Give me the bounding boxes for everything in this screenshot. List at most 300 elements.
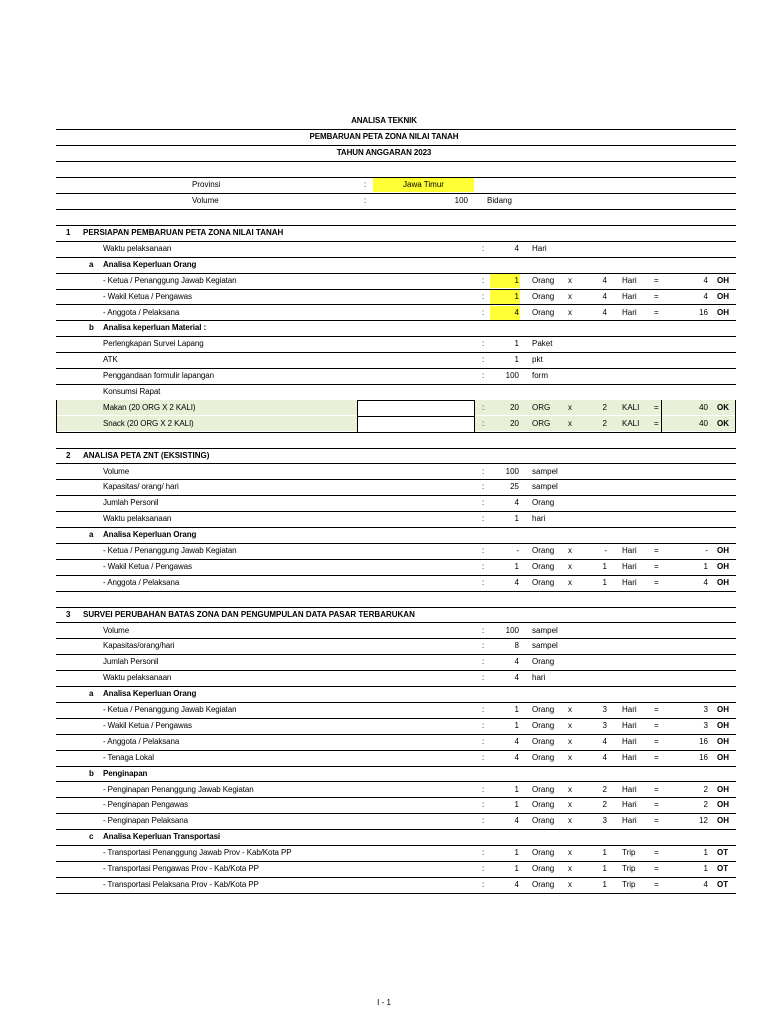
colon: :	[482, 371, 485, 381]
equals-sign: =	[654, 307, 659, 317]
divider	[56, 543, 736, 544]
qty: 20	[510, 402, 519, 412]
divider	[56, 845, 736, 846]
sub-letter: a	[89, 530, 94, 540]
unit2: Hari	[622, 736, 637, 746]
divider	[56, 766, 736, 767]
unit: form	[532, 371, 548, 381]
divider	[56, 877, 736, 878]
colon: :	[482, 498, 485, 508]
divider	[56, 352, 736, 353]
row-label: Kapasitas/ orang/ hari	[103, 482, 179, 492]
colon: :	[482, 514, 485, 524]
cell-border	[474, 400, 475, 416]
equals-sign: =	[654, 800, 659, 810]
divider	[56, 893, 736, 894]
colon: :	[482, 673, 485, 683]
section-title: SURVEI PERUBAHAN BATAS ZONA DAN PENGUMPULAN DATA PASAR TERBARUKAN	[83, 609, 415, 619]
unit2: Hari	[622, 275, 637, 285]
divider	[56, 591, 736, 592]
colon: :	[482, 307, 485, 317]
cell-border	[56, 416, 57, 432]
equals-sign: =	[654, 736, 659, 746]
divider	[56, 670, 736, 671]
qty2: 4	[602, 736, 607, 746]
colon: :	[482, 402, 485, 412]
colon: :	[482, 816, 485, 826]
divider	[56, 273, 736, 274]
unit2: Hari	[622, 291, 637, 301]
unit: Orang	[532, 752, 555, 762]
row-label: Perlengkapan Survei Lapang	[103, 339, 204, 349]
equals-sign: =	[654, 546, 659, 555]
qty2: 1	[602, 879, 607, 889]
row-label: - Penginapan Penanggung Jawab Kegiatan	[103, 784, 254, 794]
qty: 4	[514, 243, 519, 253]
result-unit: OH	[717, 705, 729, 714]
result-unit: OH	[717, 561, 729, 571]
section-title: ANALISA PETA ZNT (EKSISTING)	[83, 450, 210, 460]
divider	[56, 289, 736, 290]
result-unit: OT	[717, 848, 729, 858]
colon: :	[482, 418, 485, 428]
row-label: Volume	[103, 466, 130, 476]
provinsi-label: Provinsi	[192, 180, 221, 189]
row-label: Jumlah Personil	[103, 498, 159, 508]
colon: :	[482, 752, 485, 762]
unit2: Hari	[622, 546, 637, 555]
divider	[56, 257, 736, 258]
result: 2	[703, 800, 708, 810]
row-label: ATK	[103, 355, 118, 365]
row-label: Penginapan	[103, 768, 148, 778]
qty2: 2	[602, 800, 607, 810]
times-sign: x	[568, 816, 572, 826]
times-sign: x	[568, 879, 572, 889]
colon: :	[482, 641, 485, 651]
colon: :	[482, 625, 485, 635]
qty: 1	[514, 800, 519, 810]
row-label: - Penginapan Pelaksana	[103, 816, 188, 826]
colon: :	[482, 736, 485, 746]
row-label: Waktu pelaksanaan	[103, 673, 172, 683]
row-label: - Transportasi Pengawas Prov - Kab/Kota PP	[103, 864, 259, 873]
result: 16	[699, 307, 708, 317]
qty2: 1	[602, 848, 607, 858]
unit2: Hari	[622, 705, 637, 714]
unit: pkt	[532, 355, 543, 365]
row-label: - Wakil Ketua / Pengawas	[103, 720, 192, 730]
unit: Orang	[532, 705, 555, 714]
equals-sign: =	[654, 864, 659, 873]
row-label: - Anggota / Pelaksana	[103, 577, 180, 587]
result-unit: OK	[717, 418, 729, 428]
divider	[56, 463, 736, 464]
unit2: Trip	[622, 864, 636, 873]
qty2: 3	[602, 705, 607, 714]
row-label: Penggandaan formulir lapangan	[103, 371, 214, 381]
divider	[56, 432, 736, 433]
row-label: Snack (20 ORG X 2 KALI)	[103, 418, 194, 428]
unit2: Trip	[622, 848, 636, 858]
result: -	[705, 546, 708, 555]
result: 12	[699, 816, 708, 826]
equals-sign: =	[654, 418, 659, 428]
qty: 1	[514, 784, 519, 794]
cell-border	[735, 400, 736, 416]
row-label: - Penginapan Pengawas	[103, 800, 189, 810]
row-label: - Anggota / Pelaksana	[103, 307, 180, 317]
colon: :	[482, 705, 485, 714]
qty: 1	[514, 275, 519, 285]
unit2: Hari	[622, 561, 637, 571]
colon: :	[482, 577, 485, 587]
qty: 8	[514, 641, 519, 651]
result-unit: OT	[717, 864, 729, 873]
unit: Orang	[532, 546, 555, 555]
volume-value: 100	[454, 196, 468, 205]
qty: 100	[505, 371, 519, 381]
unit2: Hari	[622, 784, 637, 794]
row-label: - Ketua / Penanggung Jawab Kegiatan	[103, 275, 237, 285]
divider	[56, 368, 736, 369]
equals-sign: =	[654, 816, 659, 826]
result-unit: OH	[717, 784, 729, 794]
result: 4	[703, 291, 708, 301]
equals-sign: =	[654, 784, 659, 794]
row-label: Kapasitas/orang/hari	[103, 641, 175, 651]
colon: :	[482, 800, 485, 810]
unit: hari	[532, 514, 546, 524]
section-number: 1	[66, 228, 71, 237]
divider	[56, 559, 736, 560]
doc-title: ANALISA TEKNIK	[351, 116, 417, 125]
unit2: Hari	[622, 800, 637, 810]
unit: Orang	[532, 291, 555, 301]
colon: :	[482, 784, 485, 794]
row-highlight	[57, 400, 357, 415]
row-label: Analisa Keperluan Orang	[103, 530, 197, 540]
equals-sign: =	[654, 577, 659, 587]
qty: 1	[514, 339, 519, 349]
result-unit: OH	[717, 275, 729, 285]
qty: 1	[514, 291, 519, 301]
times-sign: x	[568, 291, 572, 301]
colon: :	[482, 291, 485, 301]
equals-sign: =	[654, 879, 659, 889]
result: 3	[703, 705, 708, 714]
row-label: Analisa Keperluan Orang	[103, 259, 197, 269]
cell-border	[661, 416, 662, 432]
qty: 4	[514, 657, 519, 667]
divider	[56, 781, 736, 782]
times-sign: x	[568, 577, 572, 587]
qty: 100	[505, 625, 519, 635]
colon: :	[482, 355, 485, 365]
divider	[56, 829, 736, 830]
cell-border	[56, 400, 57, 416]
equals-sign: =	[654, 291, 659, 301]
result: 4	[703, 275, 708, 285]
qty: 4	[514, 879, 519, 889]
qty2: 2	[602, 402, 607, 412]
divider	[56, 193, 736, 194]
qty: 4	[514, 307, 519, 317]
colon: :	[482, 848, 485, 858]
unit2: KALI	[622, 418, 640, 428]
cell-border	[735, 416, 736, 432]
divider	[56, 861, 736, 862]
unit: sampel	[532, 641, 558, 651]
qty2: 4	[602, 291, 607, 301]
qty: 1	[514, 705, 519, 714]
unit: Orang	[532, 307, 555, 317]
unit2: Hari	[622, 752, 637, 762]
unit2: KALI	[622, 402, 640, 412]
unit: ORG	[532, 418, 551, 428]
colon: :	[364, 180, 367, 189]
result-unit: OH	[717, 736, 729, 746]
unit2: Hari	[622, 816, 637, 826]
divider	[56, 622, 736, 623]
divider	[56, 718, 736, 719]
result-unit: OH	[717, 720, 729, 730]
unit: sampel	[532, 466, 558, 476]
qty2: 1	[602, 577, 607, 587]
volume-label: Volume	[192, 196, 219, 205]
divider	[56, 734, 736, 735]
times-sign: x	[568, 784, 572, 794]
unit2: Hari	[622, 577, 637, 587]
qty: 4	[514, 736, 519, 746]
result-unit: OH	[717, 307, 729, 317]
divider	[56, 654, 736, 655]
unit: Orang	[532, 864, 555, 873]
row-label: Analisa Keperluan Orang	[103, 689, 197, 699]
row-label: Jumlah Personil	[103, 657, 159, 667]
result: 1	[703, 561, 708, 571]
provinsi-value: Jawa Timur	[403, 180, 444, 189]
result-unit: OH	[717, 752, 729, 762]
colon: :	[482, 864, 485, 873]
divider	[56, 129, 736, 130]
colon: :	[482, 243, 485, 253]
sub-letter: a	[89, 689, 94, 699]
equals-sign: =	[654, 848, 659, 858]
result: 40	[699, 402, 708, 412]
colon: :	[482, 482, 485, 492]
equals-sign: =	[654, 705, 659, 714]
row-label: Waktu pelaksanaan	[103, 243, 172, 253]
divider	[56, 511, 736, 512]
times-sign: x	[568, 720, 572, 730]
unit: Orang	[532, 816, 555, 826]
qty: 20	[510, 418, 519, 428]
unit: Orang	[532, 561, 555, 571]
times-sign: x	[568, 546, 572, 555]
unit: hari	[532, 673, 546, 683]
times-sign: x	[568, 848, 572, 858]
result-unit: OH	[717, 546, 729, 555]
divider	[56, 750, 736, 751]
divider	[56, 304, 736, 305]
unit: Orang	[532, 879, 555, 889]
qty2: 4	[602, 307, 607, 317]
unit2: Trip	[622, 879, 636, 889]
unit: Paket	[532, 339, 553, 349]
volume-unit: Bidang	[487, 196, 512, 205]
colon: :	[482, 879, 485, 889]
row-label: Makan (20 ORG X 2 KALI)	[103, 402, 196, 412]
unit: Orang	[532, 498, 555, 508]
unit: Orang	[532, 657, 555, 667]
qty: 1	[514, 561, 519, 571]
unit2: Hari	[622, 720, 637, 730]
colon: :	[482, 339, 485, 349]
equals-sign: =	[654, 402, 659, 412]
result-unit: OH	[717, 816, 729, 826]
equals-sign: =	[654, 720, 659, 730]
divider	[56, 638, 736, 639]
row-label: - Tenaga Lokal	[103, 752, 154, 762]
row-label: Analisa keperluan Material :	[103, 323, 207, 333]
unit: Orang	[532, 720, 555, 730]
qty: 1	[514, 514, 519, 524]
result: 3	[703, 720, 708, 730]
result: 16	[699, 736, 708, 746]
qty2: 3	[602, 720, 607, 730]
page-number: I - 1	[377, 998, 391, 1007]
colon: :	[364, 196, 367, 205]
qty2: 1	[602, 561, 607, 571]
divider	[56, 384, 736, 385]
sub-letter: c	[89, 832, 94, 842]
qty: 4	[514, 816, 519, 826]
divider	[56, 145, 736, 146]
result: 16	[699, 752, 708, 762]
times-sign: x	[568, 418, 572, 428]
result-unit: OH	[717, 800, 729, 810]
times-sign: x	[568, 800, 572, 810]
row-highlight	[57, 416, 357, 431]
qty2: 4	[602, 752, 607, 762]
colon: :	[482, 657, 485, 667]
times-sign: x	[568, 736, 572, 746]
unit2: Hari	[622, 307, 637, 317]
times-sign: x	[568, 705, 572, 714]
divider	[56, 702, 736, 703]
sub-letter: b	[89, 768, 94, 778]
result: 1	[703, 848, 708, 858]
qty2: 3	[602, 816, 607, 826]
times-sign: x	[568, 864, 572, 873]
times-sign: x	[568, 561, 572, 571]
row-label: Waktu pelaksanaan	[103, 514, 172, 524]
colon: :	[482, 720, 485, 730]
colon: :	[482, 275, 485, 285]
times-sign: x	[568, 752, 572, 762]
unit: Orang	[532, 784, 555, 794]
unit: Orang	[532, 275, 555, 285]
section-number: 2	[66, 450, 71, 460]
qty: 1	[514, 848, 519, 858]
qty: -	[516, 546, 519, 555]
row-label: - Anggota / Pelaksana	[103, 736, 180, 746]
qty: 4	[514, 577, 519, 587]
times-sign: x	[568, 275, 572, 285]
divider	[56, 209, 736, 210]
result: 1	[703, 864, 708, 873]
result: 40	[699, 418, 708, 428]
cell-border	[357, 400, 358, 416]
qty: 25	[510, 482, 519, 492]
row-label: - Ketua / Penanggung Jawab Kegiatan	[103, 546, 237, 555]
colon: :	[482, 561, 485, 571]
unit: ORG	[532, 402, 551, 412]
result-unit: OH	[717, 291, 729, 301]
unit: Hari	[532, 243, 547, 253]
colon: :	[482, 466, 485, 476]
unit: sampel	[532, 482, 558, 492]
qty: 1	[514, 355, 519, 365]
result-unit: OK	[717, 402, 729, 412]
divider	[56, 448, 736, 449]
colon: :	[482, 546, 485, 555]
row-label: - Transportasi Penanggung Jawab Prov - Kab/Kota PP	[103, 848, 292, 858]
unit: Orang	[532, 848, 555, 858]
qty2: 1	[602, 864, 607, 873]
qty: 4	[514, 752, 519, 762]
divider	[56, 320, 736, 321]
section-title: PERSIAPAN PEMBARUAN PETA ZONA NILAI TANAH	[83, 228, 284, 237]
result: 4	[703, 577, 708, 587]
result-unit: OH	[717, 577, 729, 587]
sub-letter: a	[89, 259, 94, 269]
divider	[56, 527, 736, 528]
qty: 4	[514, 498, 519, 508]
divider	[56, 479, 736, 480]
unit: Orang	[532, 800, 555, 810]
row-label: - Wakil Ketua / Pengawas	[103, 291, 192, 301]
qty: 100	[505, 466, 519, 476]
doc-year: TAHUN ANGGARAN 2023	[336, 148, 432, 157]
qty2: 2	[602, 418, 607, 428]
times-sign: x	[568, 307, 572, 317]
divider	[56, 686, 736, 687]
qty2: -	[604, 546, 607, 555]
sub-letter: b	[89, 323, 94, 333]
divider	[56, 607, 736, 608]
divider	[56, 575, 736, 576]
row-label: Konsumsi Rapat	[103, 387, 161, 396]
qty2: 2	[602, 784, 607, 794]
equals-sign: =	[654, 275, 659, 285]
divider	[56, 336, 736, 337]
times-sign: x	[568, 402, 572, 412]
result: 4	[703, 879, 708, 889]
unit: sampel	[532, 625, 558, 635]
cell-border	[357, 416, 358, 432]
result: 2	[703, 784, 708, 794]
row-label: - Transportasi Pelaksana Prov - Kab/Kota PP	[103, 879, 259, 889]
qty: 4	[514, 673, 519, 683]
row-label: Volume	[103, 625, 130, 635]
qty: 1	[514, 720, 519, 730]
divider	[56, 161, 736, 162]
row-label: - Ketua / Penanggung Jawab Kegiatan	[103, 705, 237, 714]
cell-border	[474, 416, 475, 432]
unit: Orang	[532, 736, 555, 746]
